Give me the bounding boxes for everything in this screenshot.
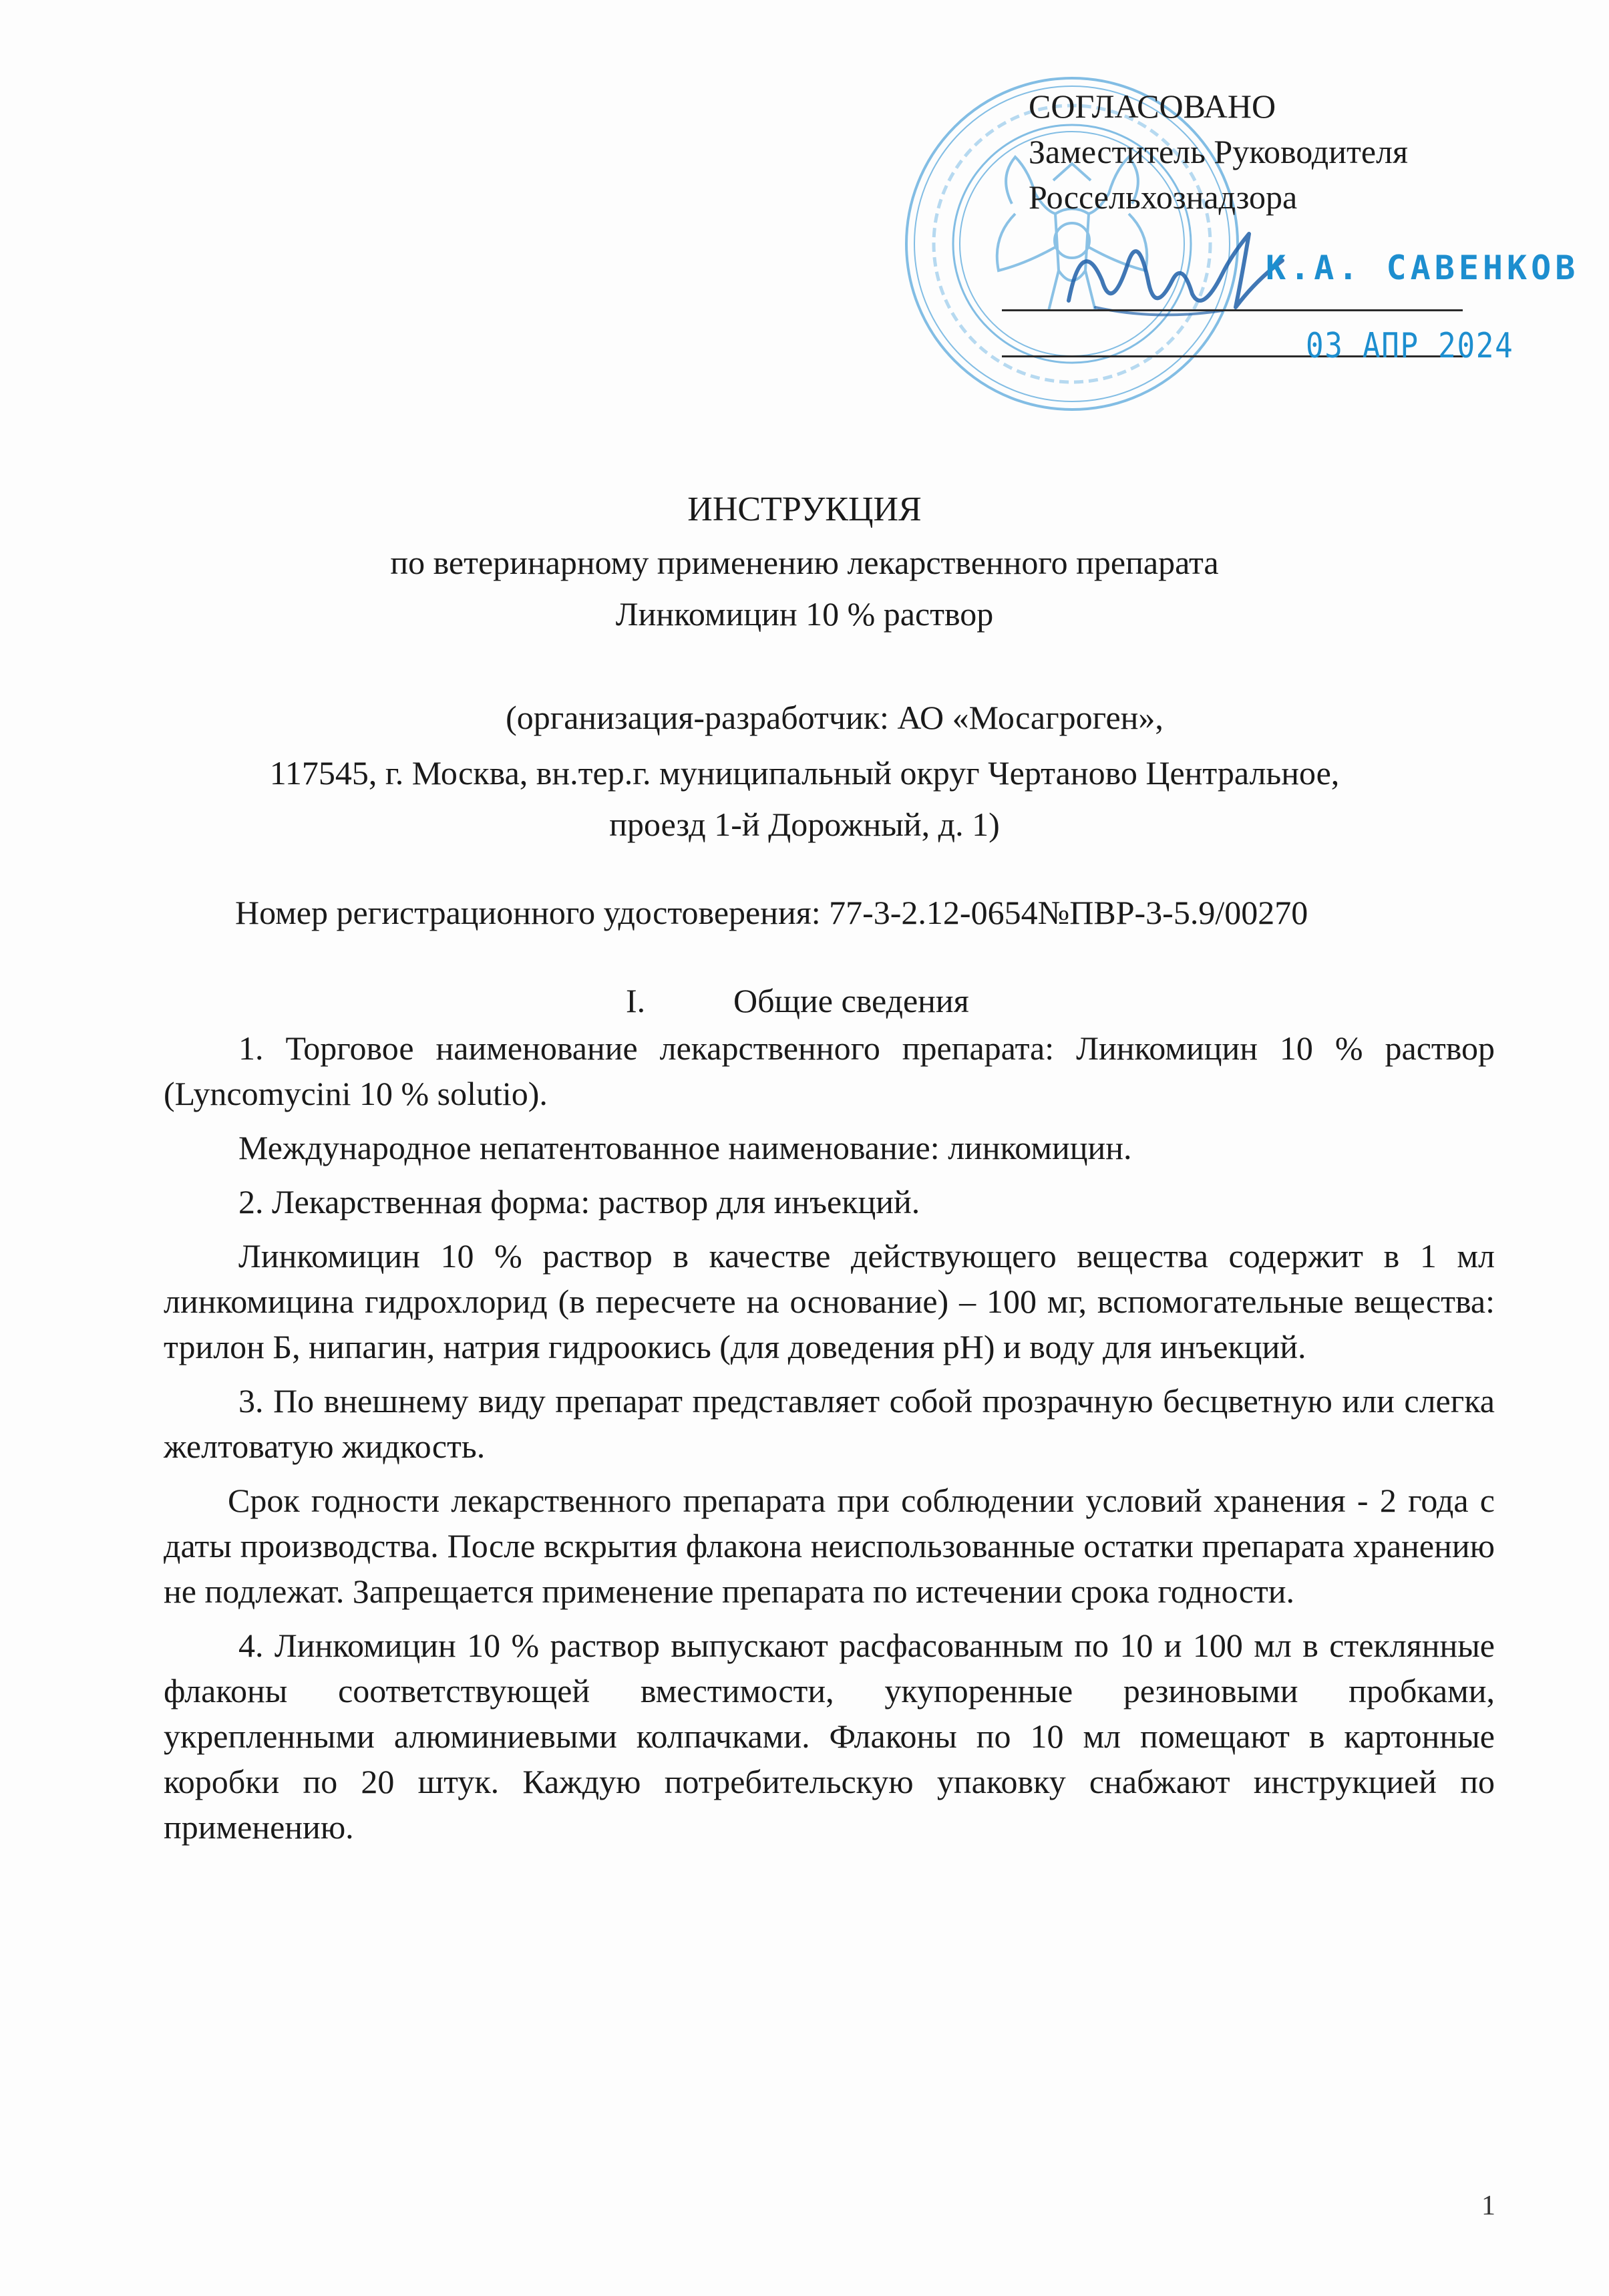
- signer-name-stamp: К.А. САВЕНКОВ: [1266, 249, 1580, 287]
- drug-name: Линкомицин 10 % раствор: [615, 595, 994, 633]
- section-title: Общие сведения: [733, 982, 969, 1019]
- approval-block: [1029, 84, 1563, 220]
- organization-line-1: (организация-разработчик: АО «Мосагроген»,: [506, 699, 1164, 736]
- organization-line-2: 117545, г. Москва, вн.тер.г. муниципальный округ Чертаново Центральное,: [269, 754, 1340, 792]
- paragraph-trade-name: 1. Торговое наименование лекарственного препарата: Линкомицин 10 % раствор (Lyncomycini 10 % solutio).: [164, 1029, 1495, 1112]
- paragraph-composition: Линкомицин 10 % раствор в качестве действующего вещества содержит в 1 мл линкомицина гидрохлорид (в пересчете на основание) – 100 мг, вспомогательные вещества: трилон Б, нипагин, натрия гидроокись (для доведения pH) и воду для инъекций.: [164, 1237, 1495, 1365]
- document-subtitle: по ветеринарному применению лекарственного препарата: [390, 544, 1219, 581]
- document-body: [164, 1025, 1495, 1858]
- paragraph-shelf-life: Срок годности лекарственного препарата при соблюдении условий хранения - 2 года с даты производства. После вскрытия флакона неиспользованные остатки препарата хранению не подлежат. Запрещается применение препарата по истечении срока годности.: [164, 1482, 1495, 1610]
- handwritten-signature: [1055, 220, 1296, 334]
- document-heading: ИНСТРУКЦИЯ: [687, 490, 922, 528]
- paragraph-inn: Международное непатентованное наименование: линкомицин.: [238, 1129, 1132, 1166]
- approval-position: Заместитель Руководителя: [1029, 133, 1408, 170]
- page-number: 1: [1481, 2190, 1495, 2221]
- organization-line-3: проезд 1-й Дорожный, д. 1): [609, 806, 1000, 843]
- registration-number: Номер регистрационного удостоверения: 77-3-2.12-0654№ПВР-3-5.9/00270: [235, 894, 1308, 931]
- paragraph-appearance: 3. По внешнему виду препарат представляет собой прозрачную бесцветную или слегка желтоватую жидкость.: [164, 1382, 1495, 1465]
- section-number: I.: [626, 982, 646, 1019]
- date-stamp: 03 АПР 2024: [1306, 326, 1514, 366]
- approval-organization: Россельхознадзора: [1029, 178, 1298, 216]
- approval-title: СОГЛАСОВАНО: [1029, 88, 1276, 125]
- paragraph-packaging: 4. Линкомицин 10 % раствор выпускают расфасованным по 10 и 100 мл в стеклянные флаконы соответствующей вместимости, укупоренные резиновыми пробками, укрепленными алюминиевыми колпачками. Флаконы по 10 мл помещают в картонные коробки по 20 штук. Каждую потребительскую упаковку снабжают инструкцией по применению.: [164, 1627, 1495, 1846]
- paragraph-dosage-form: 2. Лекарственная форма: раствор для инъекций.: [238, 1183, 920, 1220]
- signature-line: [1002, 309, 1463, 311]
